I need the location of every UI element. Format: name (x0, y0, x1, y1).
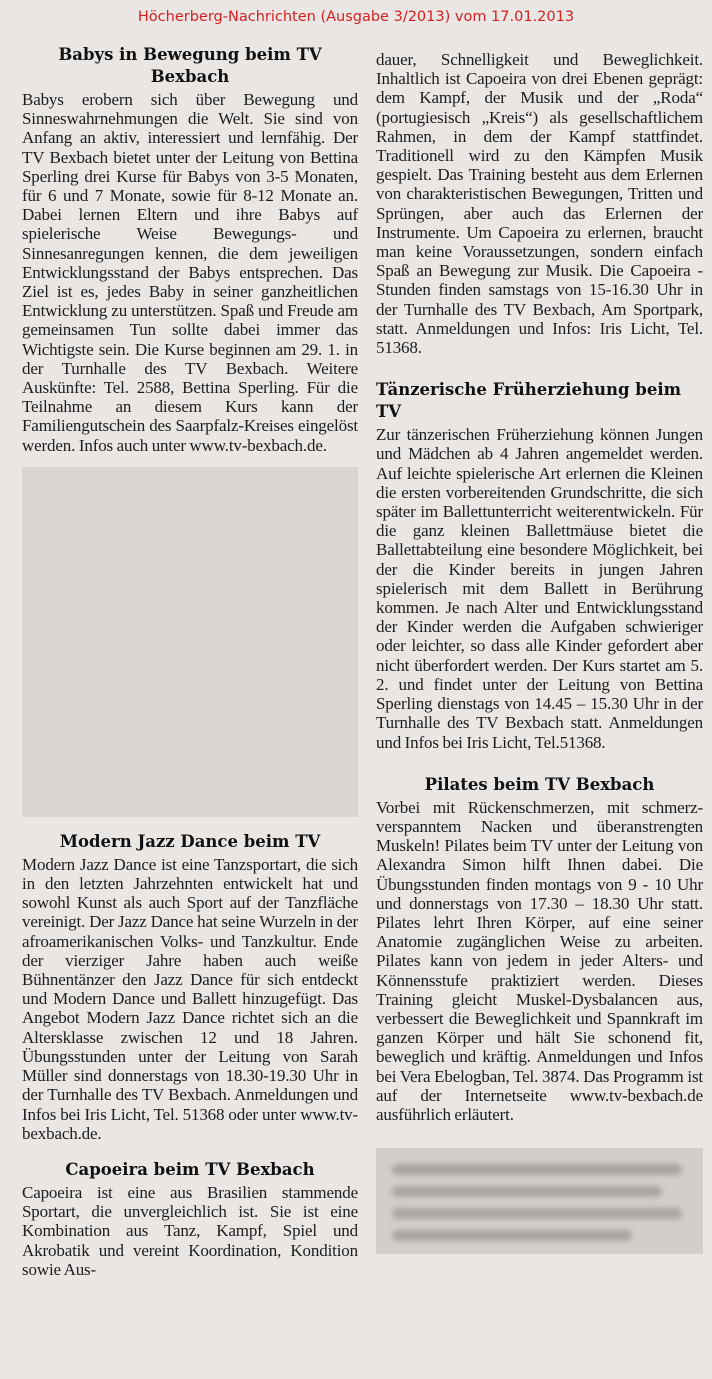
article-capoeira-continued (376, 50, 703, 357)
article-body: Zur tänzerischen Früherziehung können Jungen und Mädchen ab 4 Jahren angemeldet werden. Auf leichte spielerische Art erlernen die Kleinen die ersten vorbereitenden Grundschritte, die sich später im Ballettunterricht weiterentwickeln. Für die ganz kleinen Ballettmäuse bietet die Ballettabteilung eine besondere Möglichkeit, bei der die Kinder bereits in jungen Jahren spielerisch mit dem Ballett in Berührung kommen. Je nach Alter und Entwicklungsstand der Kinder werden die Aufgaben schwieriger oder leichter, so dass alle Kinder gefordert aber nicht überfordert werden. Der Kurs startet am 5. 2. und findet unter der Leitung von Bettina Sperling dienstags von 14.45 – 15.30 Uhr in der Turnhalle des TV Bexbach statt. Anmeldungen und Infos bei Iris Licht, Tel.51368. (376, 425, 703, 752)
article-title: Modern Jazz Dance beim TV (59, 831, 321, 851)
photo-placeholder (22, 467, 358, 817)
article-title: Tänzerische Früherziehung beim TV (376, 380, 682, 422)
masthead: Höcherberg-Nachrichten (Ausgabe 3/2013) vom 17.01.2013 (137, 9, 575, 25)
blur-bar (392, 1164, 682, 1175)
article-jazz (22, 831, 358, 1143)
article-pilates (376, 774, 703, 1124)
blurred-advertisement (376, 1148, 703, 1254)
article-title: Pilates beim TV Bexbach (424, 774, 655, 794)
left-column (22, 44, 358, 1279)
article-title: Capoeira beim TV Bexbach (65, 1159, 315, 1179)
article-capoeira (22, 1159, 358, 1279)
blur-bar (392, 1230, 632, 1241)
blur-bar (392, 1208, 682, 1219)
article-body: Vorbei mit Rückenschmerzen, mit schmerz-verspanntem Nacken und überanstrengten Muskeln! Pilates beim TV unter der Leitung von Alexandra Simon hilft Ihnen dabei. Die Übungsstunden finden montags von 9 - 10 Uhr und donnerstags von 17.30 – 18.30 Uhr statt. Pilates lehrt Ihren Körper, auf eine seiner Anatomie zugänglichen Weise zu arbeiten. Pilates kann von jedem in jeder Alters- und Könnensstufe praktiziert werden. Dieses Training gleicht Muskel-Dysbalancen aus, verbessert die Beweglichkeit und Spannkraft im ganzen Körper und hält Sie schonend fit, beweglich und kräftig. Anmeldungen und Infos bei Vera Ebelogban, Tel. 3874. Das Programm ist auf der Internetseite www.tv-bexbach.de ausführlich erläutert. (376, 797, 703, 1124)
article-title: Babys in Bewegung beim TV Bexbach (58, 45, 322, 86)
blur-bar (392, 1186, 662, 1197)
article-body: Babys erobern sich über Bewegung und Sinneswahrnehmungen die Welt. Sie sind von Anfang an aktiv, interessiert und lernfähig. Der TV Bexbach bietet unter der Leitung von Bettina Sperling drei Kurse für Babys von 3-5 Monaten, für 6 und 7 Monate, sowie für 8-12 Monate an. Dabei lernen Eltern und ihre Babys auf spielerische Weise Bewegungs- und Sinnesanregungen kennen, die dem jeweiligen Entwicklungsstand der Babys entsprechen. Das Ziel ist es, jedes Baby in seiner ganzheitlichen Entwicklung zu unterstützen. Spaß und Freude am gemeinsamen Tun sollte dabei immer das Wichtigste sein. Die Kurse beginnen am 29. 1. in der Turnhalle des TV Bexbach. Weitere Auskünfte: Tel. 2588, Bettina Sperling. Für die Teilnahme an diesem Kurs kann der Familiengutschein des Saarpfalz-Kreises eingelöst werden. Infos auch unter www.tv-bexbach.de. (22, 90, 358, 455)
article-body: Modern Jazz Dance ist eine Tanzsportart, die sich in den letzten Jahrzehnten entwickelt hat und sowohl Kunst als auch Sport auf der Tanzfläche vereinigt. Der Jazz Dance hat seine Wurzeln in der afroamerikanischen Volks- und Tanzkultur. Ende der vierziger Jahre haben auch weiße Bühnentänzer den Jazz Dance für sich entdeckt und Modern Dance und Ballett hinzugefügt. Das Angebot Modern Jazz Dance richtet sich an die Altersklasse zwischen 12 und 18 Jahren. Übungsstunden unter der Leitung von Sarah Müller sind donnerstags von 18.30-19.30 Uhr in der Turnhalle des TV Bexbach. Anmeldungen und Infos bei Iris Licht, Tel. 51368 oder unter www.tv-bexbach.de. (22, 854, 358, 1143)
article-body: dauer, Schnelligkeit und Beweglichkeit. Inhaltlich ist Capoeira von drei Ebenen geprägt: dem Kampf, der Musik und der „Roda“ (portugiesisch „Kreis“) als gesellschaftlichem Rahmen, in dem der Kampf stattfindet. Traditionell wird zu den Kämpfen Musik gespielt. Das Training besteht aus dem Erlernen von charakteristischen Bewegungen, Tritten und Sprüngen, aber auch das Erlernen der Instrumente. Um Capoeira zu erlernen, braucht man keine Voraussetzungen, sondern einfach Spaß an Bewegung zur Musik. Die Capoeira - Stunden finden samstags von 15-16.30 Uhr in der Turnhalle des TV Bexbach, Am Sportpark, statt. Anmeldungen und Infos: Iris Licht, Tel. 51368. (376, 50, 703, 358)
article-body: Capoeira ist eine aus Brasilien stammende Sportart, die unvergleichlich ist. Sie ist eine Kombination aus Tanz, Kampf, Spiel und Akrobatik und vereint Koordination, Kondition sowie Aus- (22, 1182, 358, 1279)
article-babys (22, 44, 358, 455)
article-tanz (376, 379, 703, 751)
right-column (376, 50, 703, 1254)
